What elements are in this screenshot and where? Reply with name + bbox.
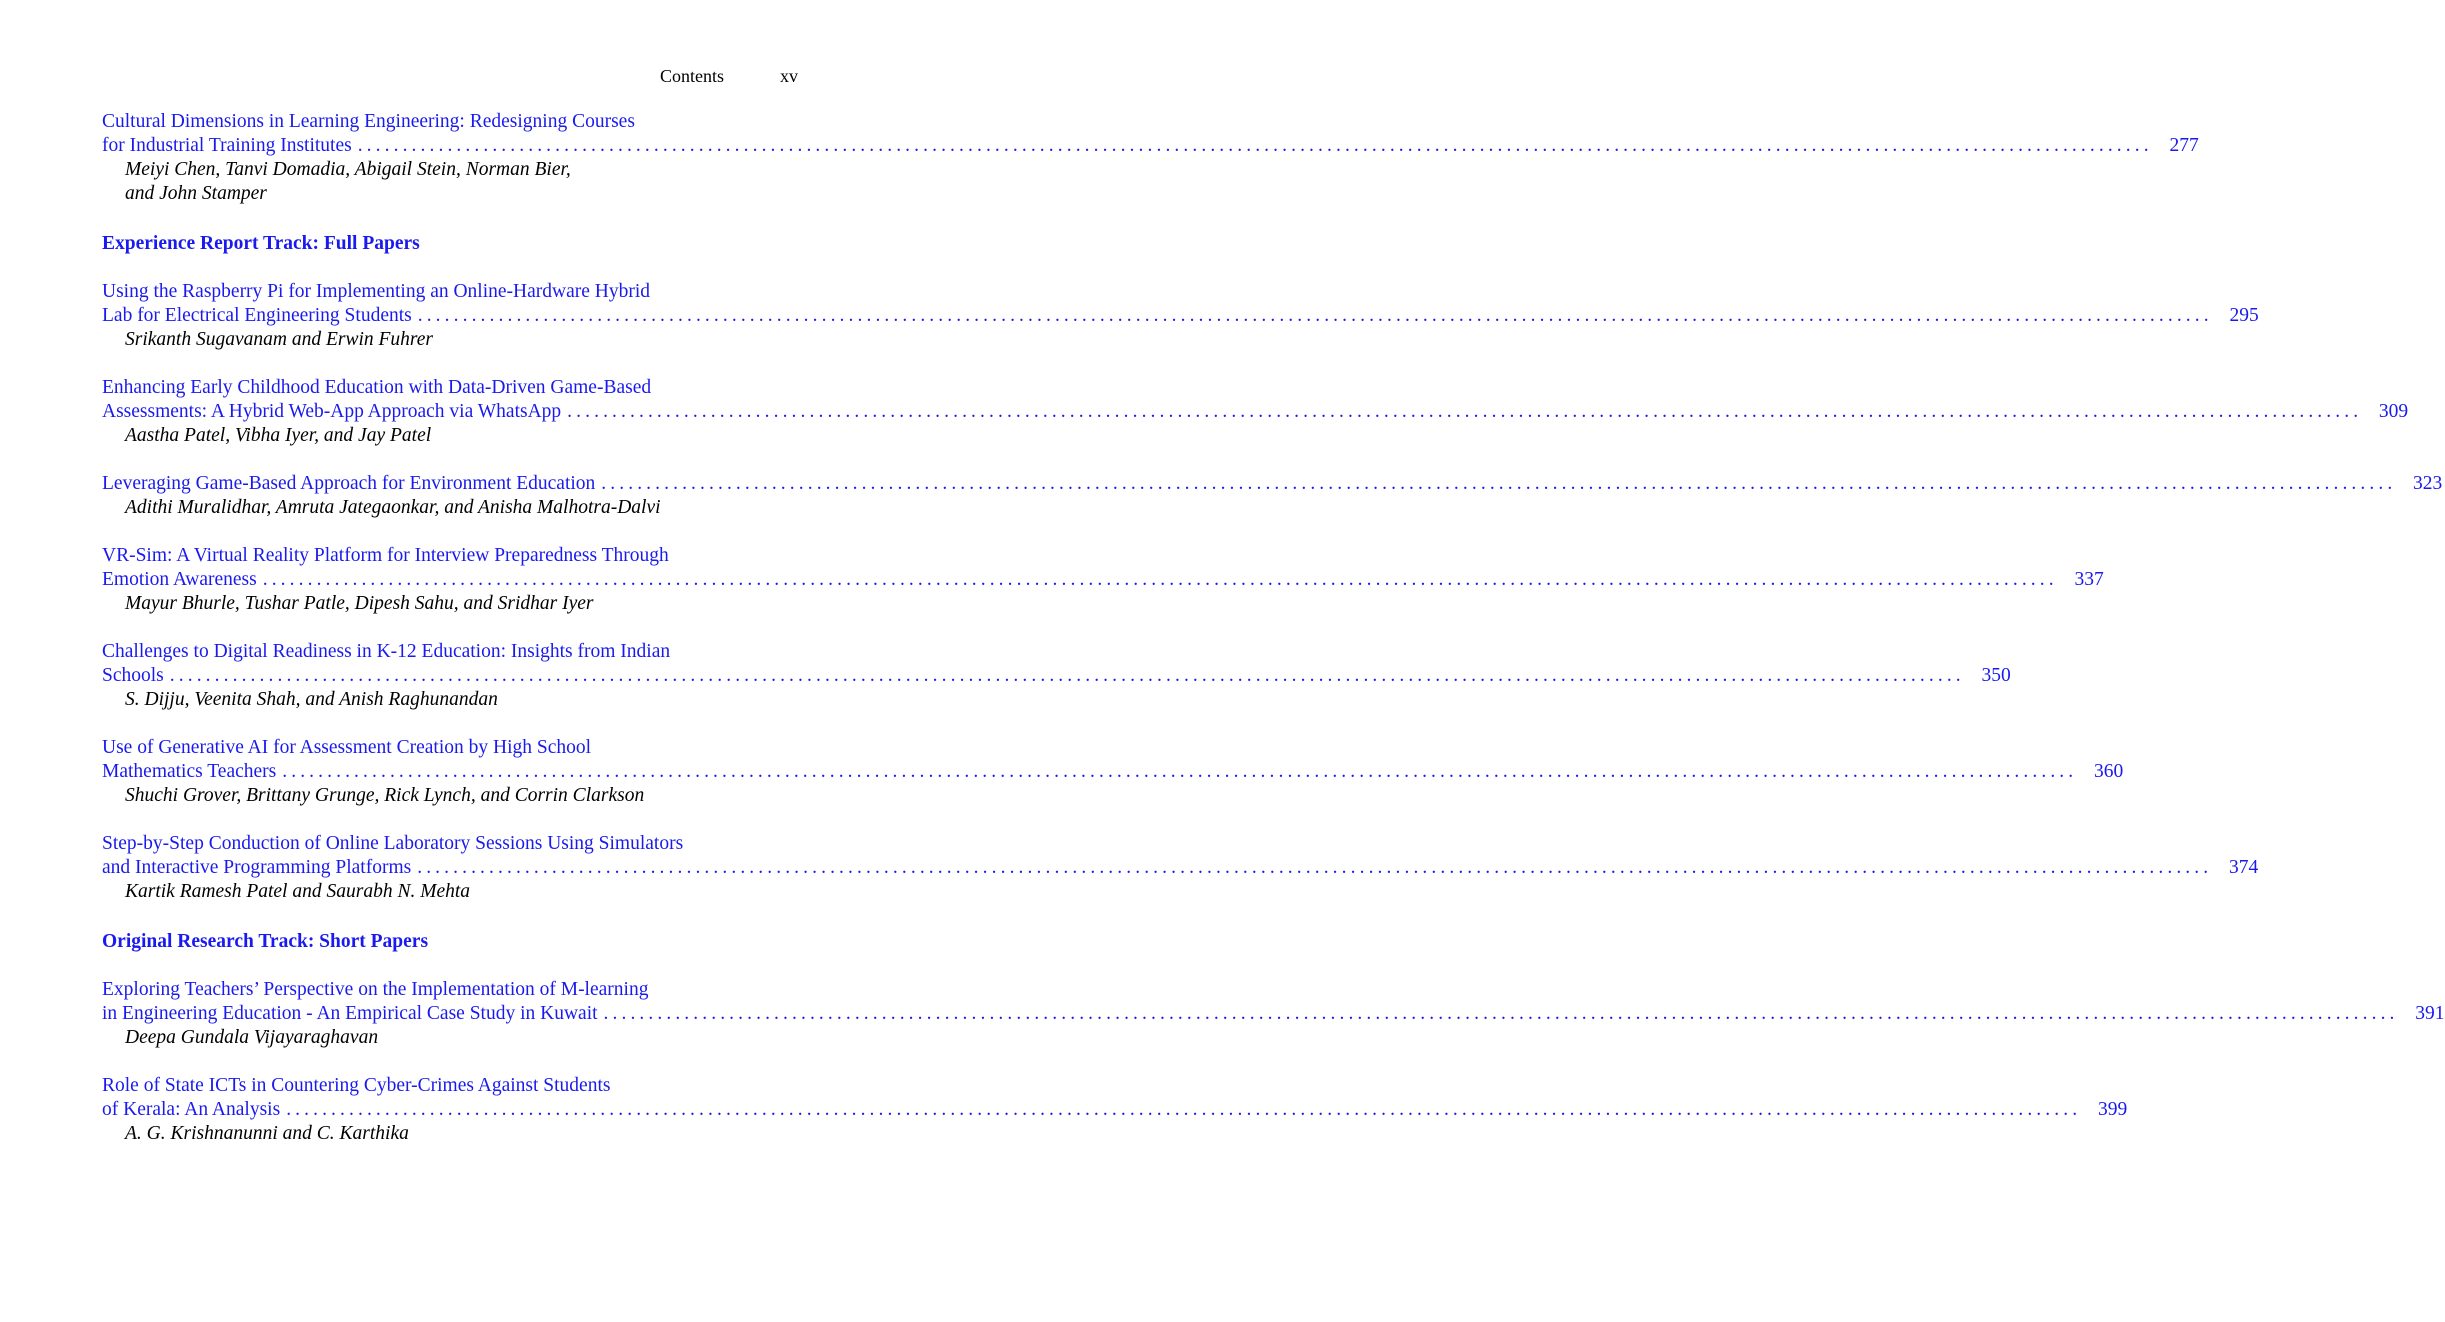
entry-title-link[interactable]: and Interactive Programming Platforms <box>102 857 412 878</box>
toc-entry <box>102 736 2124 808</box>
entry-title-link[interactable]: Assessments: A Hybrid Web-App Approach via WhatsApp <box>102 401 562 422</box>
entry-title-last-line <box>102 304 2259 328</box>
entry-page-number[interactable]: 309 <box>2378 401 2409 422</box>
entry-title-last-line <box>102 664 2011 688</box>
toc-entry <box>102 544 2104 616</box>
dot-leader: ........................................................................................................................................................................................................ <box>357 135 2153 156</box>
entry-title-last-line <box>102 1002 2445 1026</box>
toc-block-3 <box>102 978 2445 1146</box>
entry-title-link[interactable]: in Engineering Education - An Empirical Case Study in Kuwait <box>102 1003 598 1024</box>
entry-title-link[interactable]: Mathematics Teachers <box>102 761 277 782</box>
entry-authors: Aastha Patel, Vibha Iyer, and Jay Patel <box>125 425 432 446</box>
entry-authors: Adithi Muralidhar, Amruta Jategaonkar, and Anisha Malhotra-Dalvi <box>125 497 661 518</box>
entry-authors: Meiyi Chen, Tanvi Domadia, Abigail Stein, Norman Bier, <box>125 159 571 180</box>
entry-page-number[interactable]: 323 <box>2413 473 2443 494</box>
entry-page-number[interactable]: 399 <box>2097 1099 2128 1120</box>
entry-title-line[interactable]: Exploring Teachers’ Perspective on the Implementation of M-learning <box>102 979 649 1000</box>
dot-leader: ........................................................................................................................................................................................................ <box>286 1099 2082 1120</box>
entry-title-last-line <box>102 472 2443 496</box>
dot-leader: ........................................................................................................................................................................................................ <box>417 857 2213 878</box>
entry-authors: S. Dijju, Veenita Shah, and Anish Raghunandan <box>125 689 498 710</box>
toc-block-1 <box>102 110 2199 206</box>
toc-entry <box>102 832 2259 904</box>
entry-authors: Mayur Bhurle, Tushar Patle, Dipesh Sahu, and Sridhar Iyer <box>125 593 594 614</box>
dot-leader: ........................................................................................................................................................................................................ <box>262 569 2058 590</box>
entry-page-number[interactable]: 391 <box>2415 1003 2445 1024</box>
entry-page-number[interactable]: 360 <box>2094 761 2124 782</box>
entry-title-line[interactable]: Step-by-Step Conduction of Online Laboratory Sessions Using Simulators <box>102 833 684 854</box>
dot-leader: ........................................................................................................................................................................................................ <box>603 1003 2399 1024</box>
toc-entry <box>102 472 2443 520</box>
dot-leader: ........................................................................................................................................................................................................ <box>282 761 2078 782</box>
entry-title-last-line <box>102 760 2124 784</box>
entry-authors: A. G. Krishnanunni and C. Karthika <box>125 1123 409 1144</box>
dot-leader: ........................................................................................................................................................................................................ <box>417 305 2213 326</box>
entry-title-last-line <box>102 134 2199 158</box>
entry-authors: Deepa Gundala Vijayaraghavan <box>125 1027 379 1048</box>
entry-title-link[interactable]: Schools <box>102 665 164 686</box>
entry-title-line[interactable]: Cultural Dimensions in Learning Engineering: Redesigning Courses <box>102 111 635 132</box>
entry-page-number[interactable]: 295 <box>2229 305 2259 326</box>
entry-title-line[interactable]: Using the Raspberry Pi for Implementing an Online-Hardware Hybrid <box>102 281 651 302</box>
entry-title-line[interactable]: Use of Generative AI for Assessment Creation by High School <box>102 737 592 758</box>
toc-entry <box>102 1074 2128 1146</box>
entry-authors: Shuchi Grover, Brittany Grunge, Rick Lynch, and Corrin Clarkson <box>125 785 645 806</box>
running-head-title: Contents <box>659 66 724 86</box>
entry-page-number[interactable]: 337 <box>2074 569 2104 590</box>
entry-page-number[interactable]: 350 <box>1981 665 2011 686</box>
entry-title-line[interactable]: Enhancing Early Childhood Education with Data-Driven Game-Based <box>102 377 652 398</box>
dot-leader: ........................................................................................................................................................................................................ <box>567 401 2363 422</box>
entry-title-line[interactable]: Challenges to Digital Readiness in K-12 Education: Insights from Indian <box>102 641 671 662</box>
entry-title-link[interactable]: of Kerala: An Analysis <box>102 1099 281 1120</box>
entry-title-last-line <box>102 1098 2128 1122</box>
toc-entry <box>102 280 2259 352</box>
section-heading-experience-report[interactable]: Experience Report Track: Full Papers <box>102 233 420 254</box>
entry-authors: Kartik Ramesh Patel and Saurabh N. Mehta <box>125 881 471 902</box>
entry-title-line[interactable]: Role of State ICTs in Countering Cyber-Crimes Against Students <box>102 1075 611 1096</box>
entry-page-number[interactable]: 374 <box>2228 857 2259 878</box>
entry-page-number[interactable]: 277 <box>2169 135 2199 156</box>
entry-title-link[interactable]: for Industrial Training Institutes <box>102 135 352 156</box>
dot-leader: ........................................................................................................................................................................................................ <box>601 473 2397 494</box>
toc-entry <box>102 110 2199 206</box>
entry-authors: and John Stamper <box>125 183 267 204</box>
entry-authors: Srikanth Sugavanam and Erwin Fuhrer <box>125 329 434 350</box>
toc-block-2 <box>102 280 2443 904</box>
entry-title-link[interactable]: Emotion Awareness <box>102 569 257 590</box>
toc-entry <box>102 376 2409 448</box>
entry-title-link[interactable]: Leveraging Game-Based Approach for Environment Education <box>102 473 596 494</box>
entry-title-line[interactable]: VR-Sim: A Virtual Reality Platform for Interview Preparedness Through <box>102 545 669 566</box>
table-of-contents <box>102 110 2445 1170</box>
entry-title-link[interactable]: Lab for Electrical Engineering Students <box>102 305 412 326</box>
toc-entry <box>102 640 2011 712</box>
toc-entry <box>102 978 2445 1050</box>
running-head <box>0 64 798 88</box>
entry-title-last-line <box>102 400 2409 424</box>
section-heading-original-research[interactable]: Original Research Track: Short Papers <box>102 931 429 952</box>
entry-title-last-line <box>102 856 2259 880</box>
dot-leader: ........................................................................................................................................................................................................ <box>169 665 1965 686</box>
page-numeral: xv <box>780 66 798 86</box>
entry-title-last-line <box>102 568 2104 592</box>
